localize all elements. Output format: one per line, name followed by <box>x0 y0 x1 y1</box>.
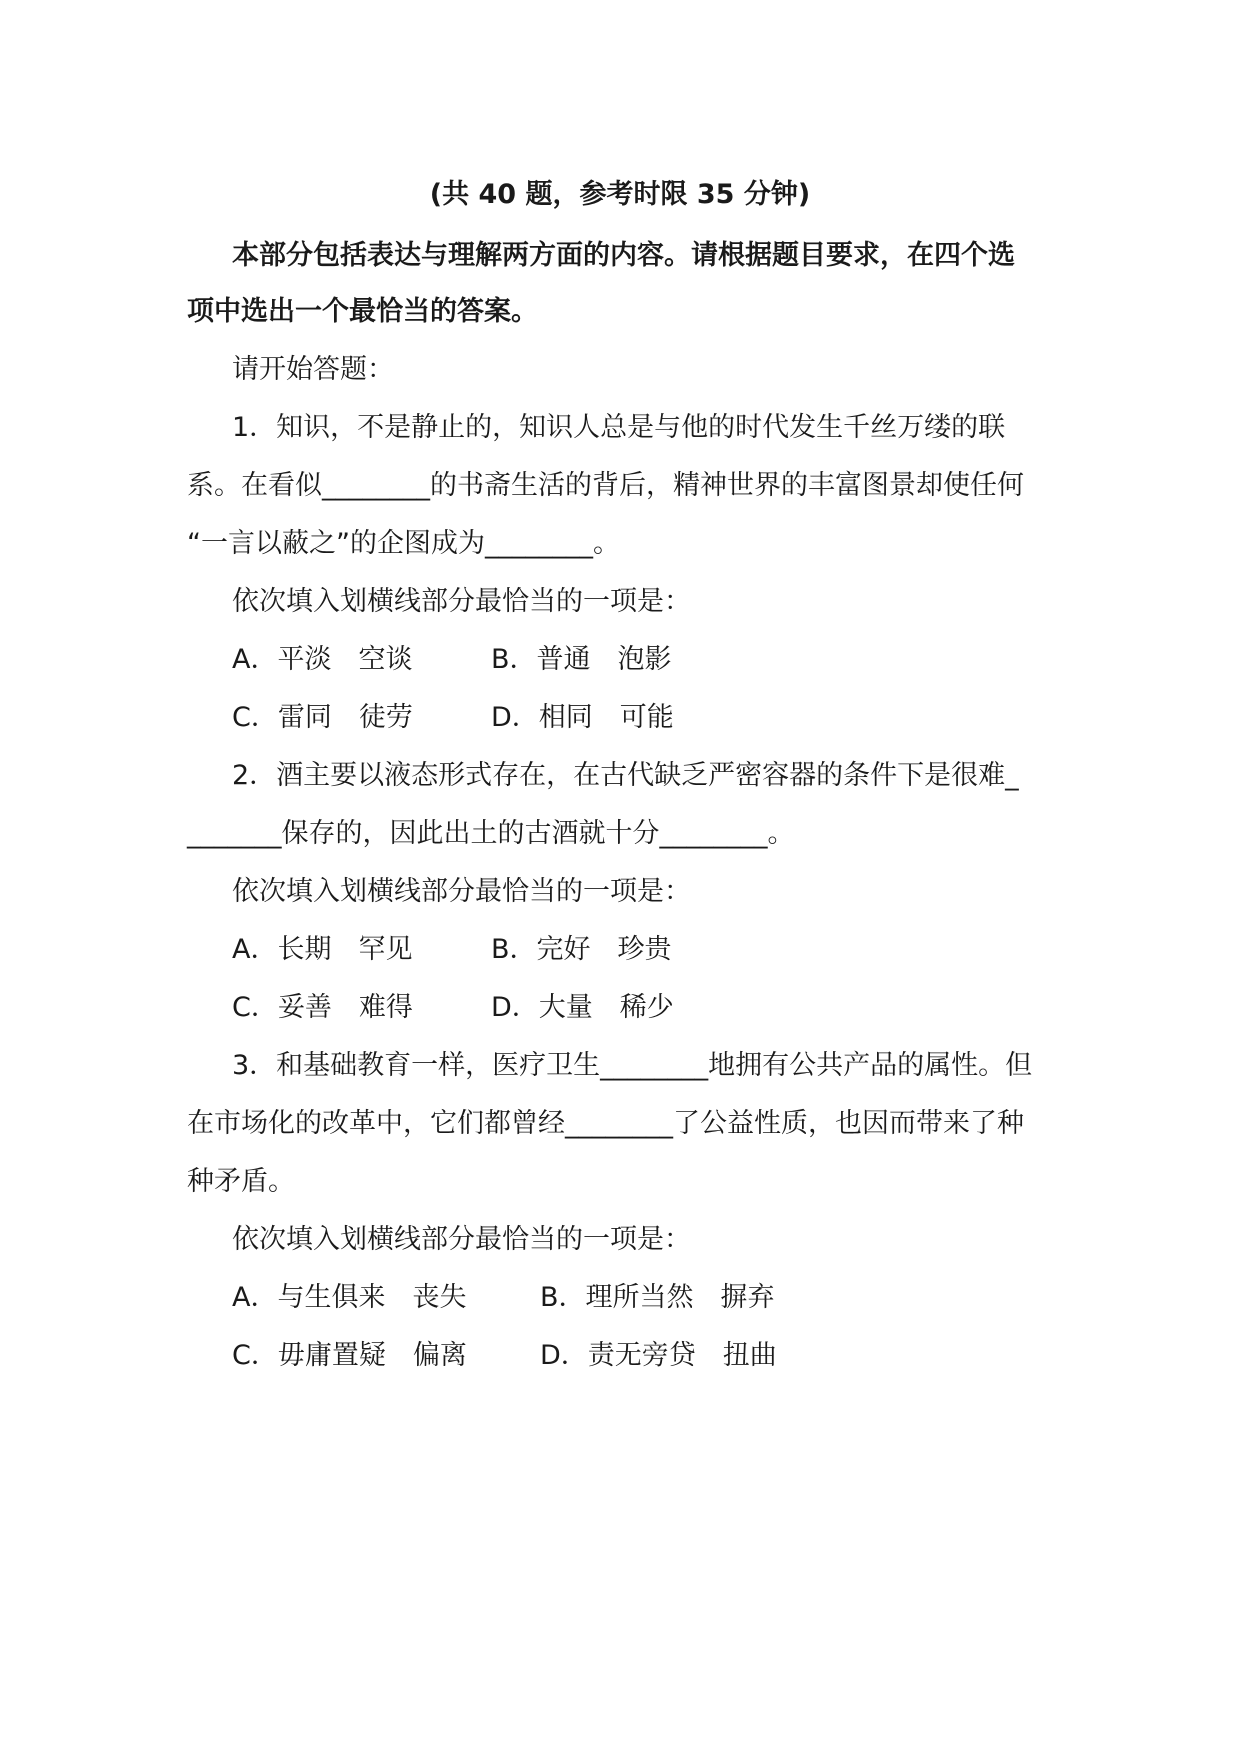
option-a: A．与生俱来 丧失 <box>232 1282 467 1313</box>
question-stem: 依次填入划横线部分最恰当的一项是： <box>232 876 691 907</box>
question-text-line: 2．酒主要以液态形式存在，在古代缺乏严密容器的条件下是很难_ <box>232 760 1019 791</box>
question-text-line: 系。在看似________的书斋生活的背后，精神世界的丰富图景却使任何 <box>187 470 1024 501</box>
option-b: B．普通 泡影 <box>491 644 672 675</box>
question-stem: 依次填入划横线部分最恰当的一项是： <box>232 586 691 617</box>
option-b: B．完好 珍贵 <box>491 934 672 965</box>
option-d: D．相同 可能 <box>491 702 674 733</box>
question-stem: 依次填入划横线部分最恰当的一项是： <box>232 1224 691 1255</box>
intro-line-1: 本部分包括表达与理解两方面的内容。请根据题目要求，在四个选 <box>232 240 1015 271</box>
intro-line-2: 项中选出一个最恰当的答案。 <box>187 296 538 327</box>
option-d: D．责无旁贷 扭曲 <box>540 1340 777 1371</box>
question-text-line: 在市场化的改革中，它们都曾经________了公益性质，也因而带来了种 <box>187 1108 1024 1139</box>
question-text-line: 1．知识，不是静止的，知识人总是与他的时代发生千丝万缕的联 <box>232 412 1006 443</box>
option-d: D．大量 稀少 <box>491 992 674 1023</box>
option-c: C．妥善 难得 <box>232 992 413 1023</box>
option-a: A．平淡 空谈 <box>232 644 413 675</box>
option-c: C．雷同 徒劳 <box>232 702 413 733</box>
question-text-line: 3．和基础教育一样，医疗卫生________地拥有公共产品的属性。但 <box>232 1050 1033 1081</box>
start-prompt: 请开始答题： <box>232 354 394 385</box>
question-text-line: 种矛盾。 <box>187 1166 295 1197</box>
option-c: C．毋庸置疑 偏离 <box>232 1340 467 1371</box>
section-header: (共 40 题，参考时限 35 分钟) <box>429 179 811 210</box>
question-text-line: _______保存的，因此出土的古酒就十分________。 <box>187 818 795 849</box>
option-b: B．理所当然 摒弃 <box>540 1282 775 1313</box>
option-a: A．长期 罕见 <box>232 934 413 965</box>
question-text-line: “一言以蔽之”的企图成为________。 <box>187 528 620 559</box>
